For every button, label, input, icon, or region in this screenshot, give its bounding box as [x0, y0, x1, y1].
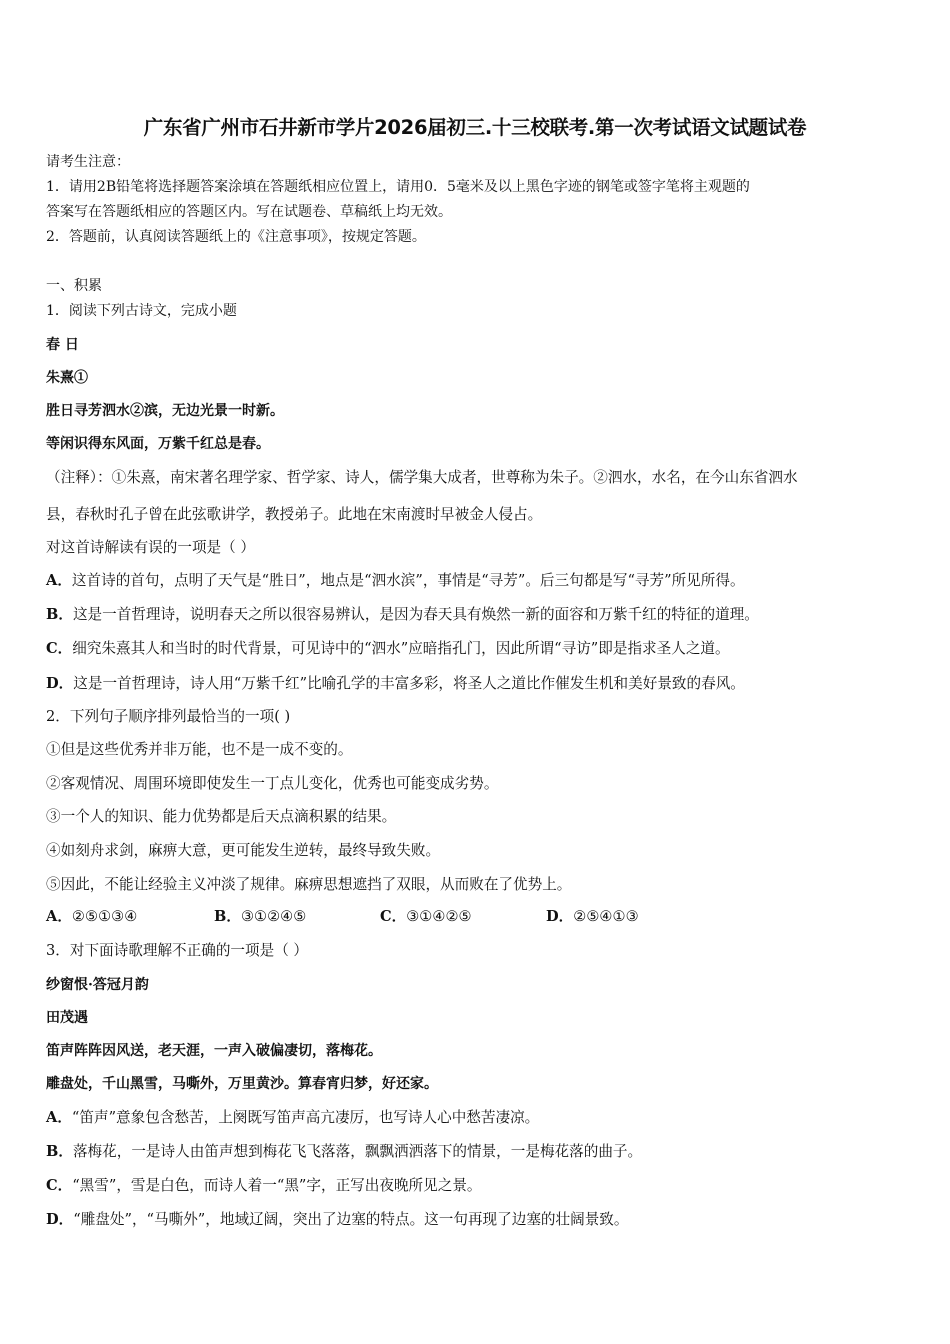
- poem-2-title: 纱窗恨·答冠月韵: [46, 977, 149, 993]
- question-1-prompt: 对这首诗解读有误的一项是（ ）: [46, 539, 255, 556]
- option-label: D．: [546, 908, 574, 925]
- question-2-sentence-4: ④如刻舟求剑，麻痹大意，更可能发生逆转，最终导致失败。: [46, 842, 441, 859]
- question-2-sentence-1: ①但是这些优秀并非万能，也不是一成不变的。: [46, 741, 353, 758]
- option-text: “雕盘处”，“马嘶外”，地域辽阔，突出了边塞的特点。这一句再现了边塞的壮阔景致。: [73, 1211, 629, 1228]
- question-3-option-d: [46, 1210, 628, 1230]
- question-1-stem: 1．阅读下列古诗文，完成小题: [46, 303, 237, 319]
- option-label: B．: [46, 606, 73, 623]
- question-2-stem: 2．下列句子顺序排列最恰当的一项( ): [46, 708, 291, 725]
- option-label: D．: [46, 1211, 74, 1228]
- poem-1-title: 春 日: [46, 337, 79, 353]
- question-1-option-b: [46, 605, 759, 625]
- question-3-stem: 3．对下面诗歌理解不正确的一项是（ ）: [46, 942, 309, 959]
- option-text: 细究朱熹其人和当时的时代背景，可见诗中的“泗水”应暗指孔门，因此所谓“寻访”即是指求圣人之道。: [72, 640, 730, 657]
- option-text: 这首诗的首句，点明了天气是“胜日”，地点是“泗水滨”，事情是“寻芳”。后三句都是写“寻芳”所见所得。: [71, 572, 745, 589]
- option-text: “笛声”意象包含愁苦，上阕既写笛声高亢凄厉，也写诗人心中愁苦凄凉。: [71, 1109, 540, 1126]
- question-2-sentence-5: ⑤因此，不能让经验主义冲淡了规律。麻痹思想遮挡了双眼，从而败在了优势上。: [46, 876, 572, 893]
- page-title: 广东省广州市石井新市学片2026届初三.十三校联考.第一次考试语文试题试卷: [143, 116, 807, 139]
- notice-item-2: 2．答题前，认真阅读答题纸上的《注意事项》，按规定答题。: [46, 229, 426, 245]
- poem-1-author: 朱熹①: [46, 370, 88, 386]
- question-2-sentence-3: ③一个人的知识、能力优势都是后天点滴积累的结果。: [46, 808, 397, 825]
- option-label: C．: [380, 908, 407, 925]
- poem-2-line-2: 雕盘处，千山黑雪，马嘶外，万里黄沙。算春宵归梦，好还家。: [46, 1076, 438, 1092]
- question-3-option-b: [46, 1142, 642, 1162]
- option-text: ③①②④⑤: [240, 908, 307, 925]
- notice-item-1-line-1: 1．请用2B铅笔将选择题答案涂填在答题纸相应位置上，请用0．5毫米及以上黑色字迹的钢笔或签字笔将主观题的: [46, 179, 750, 195]
- question-2-option-a: [46, 907, 214, 927]
- poem-1-note-line-2: 县，春秋时孔子曾在此弦歌讲学，教授弟子。此地在宋南渡时早被金人侵占。: [46, 506, 543, 523]
- question-3-option-a: [46, 1108, 539, 1128]
- question-1-option-d: [46, 674, 745, 694]
- option-label: A．: [46, 572, 72, 589]
- option-text: ③①④②⑤: [406, 908, 472, 925]
- question-1-option-a: [46, 571, 745, 591]
- option-text: ②⑤①③④: [71, 908, 138, 925]
- question-2-option-d: [546, 907, 639, 927]
- section-heading: 一、积累: [46, 278, 102, 294]
- option-text: ②⑤④①③: [573, 908, 639, 925]
- option-label: D．: [46, 675, 74, 692]
- notice-heading: 请考生注意：: [46, 154, 130, 170]
- question-2-sentence-2: ②客观情况、周围环境即使发生一丁点儿变化，优秀也可能变成劣势。: [46, 775, 499, 792]
- option-label: B．: [46, 1143, 73, 1160]
- option-label: A．: [46, 908, 72, 925]
- option-label: A．: [46, 1109, 72, 1126]
- question-3-option-c: [46, 1176, 482, 1196]
- notice-item-1-line-2: 答案写在答题纸相应的答题区内。写在试题卷、草稿纸上均无效。: [46, 204, 452, 220]
- poem-1-line-1: 胜日寻芳泗水②滨，无边光景一时新。: [46, 403, 284, 419]
- option-label: C．: [46, 640, 73, 657]
- question-2-option-b: [214, 907, 380, 927]
- option-label: C．: [46, 1177, 73, 1194]
- question-1-option-c: [46, 639, 730, 659]
- poem-1-line-2: 等闲识得东风面，万紫千红总是春。: [46, 436, 270, 452]
- question-2-option-c: [380, 907, 546, 927]
- poem-2-line-1: 笛声阵阵因风送，老天涯，一声入破偏凄切，落梅花。: [46, 1043, 382, 1059]
- option-text: 落梅花，一是诗人由笛声想到梅花飞飞落落，飘飘洒洒落下的情景，一是梅花落的曲子。: [72, 1143, 643, 1160]
- option-label: B．: [214, 908, 241, 925]
- question-2-options: [46, 907, 639, 927]
- option-text: 这是一首哲理诗，诗人用“万紫千红”比喻孔学的丰富多彩，将圣人之道比作催发生机和美好景致的春风。: [73, 675, 745, 692]
- poem-1-note-line-1: （注释）：①朱熹，南宋著名理学家、哲学家、诗人，儒学集大成者，世尊称为朱子。②泗水，水名，在今山东省泗水: [46, 469, 798, 486]
- option-text: 这是一首哲理诗，说明春天之所以很容易辨认，是因为春天具有焕然一新的面容和万紫千红的特征的道理。: [72, 606, 759, 623]
- poem-2-author: 田茂遇: [46, 1010, 88, 1026]
- option-text: “黑雪”，雪是白色，而诗人着一“黑”字，正写出夜晚所见之景。: [72, 1177, 482, 1194]
